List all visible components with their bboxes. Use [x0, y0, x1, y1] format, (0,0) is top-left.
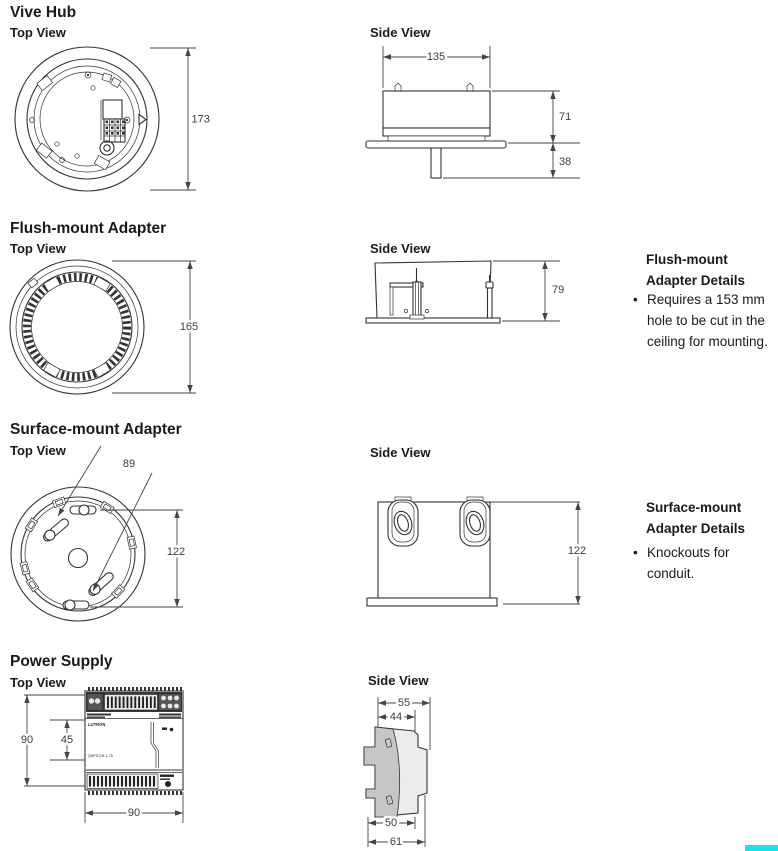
vive-hub-side-view-label: Side View [370, 25, 431, 40]
surface-details-heading: Surface-mount Adapter Details [646, 500, 746, 536]
power-supply-top-view-drawing [21, 687, 183, 823]
flush-details-bullet [633, 289, 773, 352]
knockout-right [460, 497, 490, 546]
vive-hub-top-view-drawing [15, 47, 210, 191]
surface-adapter-top-view-drawing [11, 446, 185, 621]
device-brand-label: LUTRON [88, 722, 106, 727]
device-model-label: QSPS-DH-1-75 [88, 754, 113, 758]
flush-top-view-label: Top View [10, 241, 66, 256]
dim-flush-diameter: 165 [179, 321, 199, 333]
dim-hub-width: 135 [426, 51, 446, 63]
flush-details-bullet-text: Requires a 153 mm hole to be cut in the ceiling for mounting. [647, 292, 768, 349]
flush-side-view-label: Side View [370, 241, 431, 256]
dim-surface-slot-spacing: 89 [122, 458, 136, 470]
surface-details-bullet-text: Knockouts for conduit. [647, 545, 730, 581]
flush-adapter-top-view-drawing [10, 260, 198, 394]
vive-hub-side-view-drawing [366, 46, 580, 178]
power-top-view-label: Top View [10, 675, 66, 690]
bottom-terminal-slots [89, 776, 155, 787]
dim-surface-height: 122 [567, 545, 587, 557]
flush-adapter-side-view-drawing [366, 261, 564, 323]
bullet-icon: • [633, 292, 638, 307]
section-title-flush-adapter: Flush-mount Adapter [10, 220, 167, 237]
bullet-icon: • [633, 545, 638, 560]
dim-hub-stem: 38 [559, 156, 572, 168]
dim-ps-inner-height: 45 [60, 734, 74, 746]
dim-surface-diameter: 122 [166, 546, 186, 558]
dim-hub-diameter: 173 [191, 113, 210, 126]
section-title-surface-adapter: Surface-mount Adapter [10, 421, 182, 438]
flush-details-heading: Flush-mount Adapter Details [646, 252, 746, 288]
power-side-view-label: Side View [368, 673, 429, 688]
dim-flush-height: 79 [552, 284, 565, 296]
power-supply-side-view-drawing [364, 697, 430, 848]
section-title-power-supply: Power Supply [10, 653, 113, 670]
accent-strip [745, 845, 778, 851]
dim-ps-overall-base-width: 61 [389, 836, 403, 848]
dim-ps-height: 90 [20, 734, 34, 746]
dim-ps-inner-depth: 44 [389, 711, 403, 723]
keyhole-slots [41, 505, 115, 610]
surface-side-view-label: Side View [370, 445, 431, 460]
vive-hub-top-view-label: Top View [10, 25, 66, 40]
surface-details-bullet [633, 542, 773, 584]
surface-top-view-label: Top View [10, 443, 66, 458]
dim-ps-depth: 55 [397, 697, 411, 709]
knockout-left [388, 497, 418, 546]
dim-ps-base-width: 50 [384, 817, 398, 829]
dim-hub-height: 71 [559, 111, 572, 123]
surface-adapter-side-view-drawing [367, 497, 586, 606]
section-title-vive-hub: Vive Hub [10, 4, 77, 21]
dim-ps-width: 90 [127, 807, 141, 819]
